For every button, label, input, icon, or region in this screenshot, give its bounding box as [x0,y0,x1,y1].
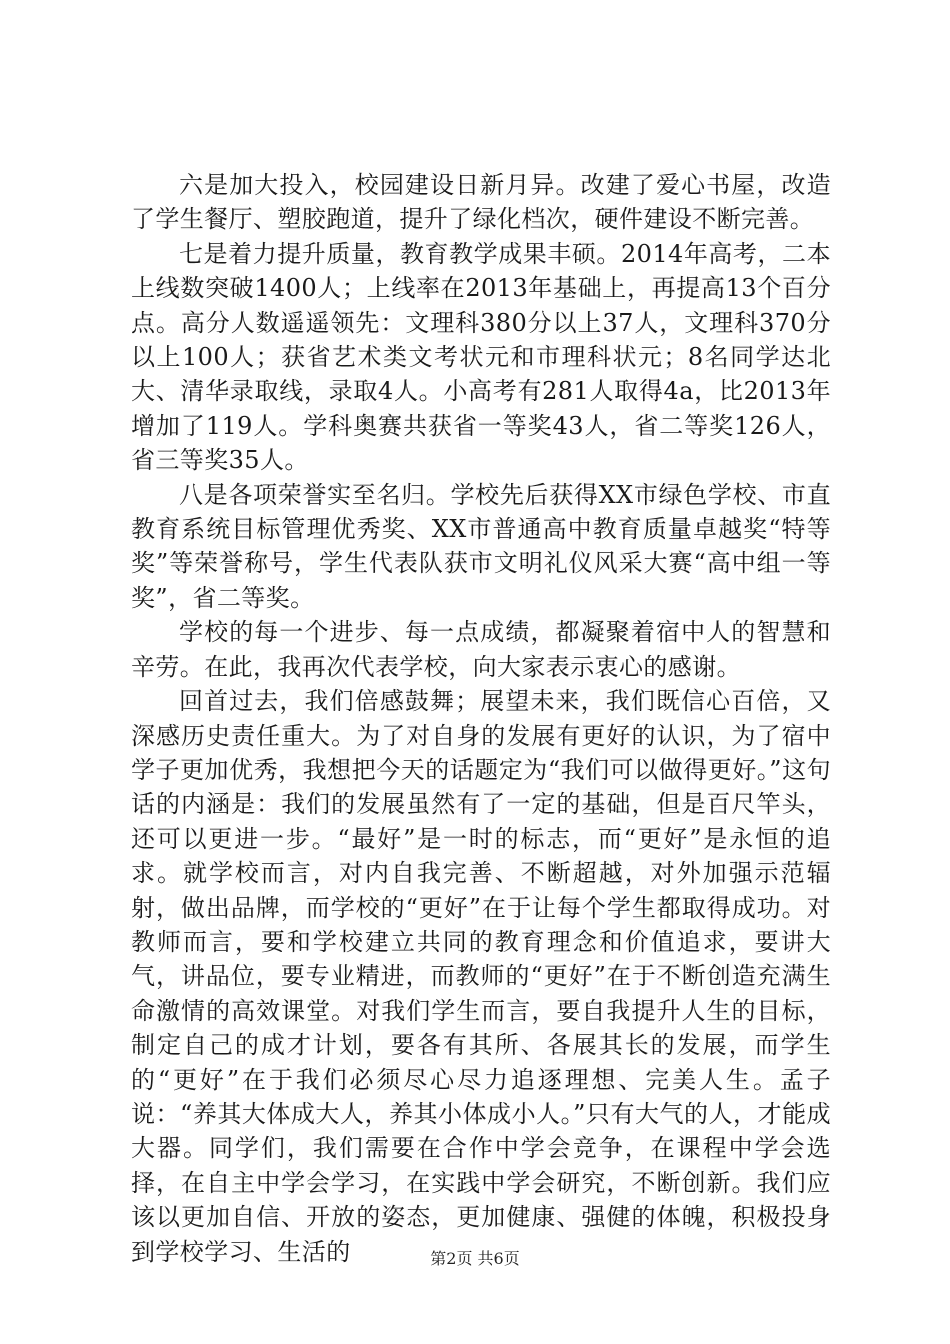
paragraph-thanks: 学校的每一个进步、每一点成绩，都凝聚着宿中人的智慧和辛劳。在此，我再次代表学校，向大家表示衷心的感谢。 [131,618,831,681]
paragraph-quality: 七是着力提升质量，教育教学成果丰硕。2014年高考，二本上线数突破1400人；上线率在2013年基础上，再提高13个百分点。高分人数遥遥领先：文理科380分以上37人，文理科370分以上100人；获省艺术类文考状元和市理科状元；8名同学达北大、清华录取线，录取4人。小高考有281人取得4a，比2013年增加了119人。学科奥赛共获省一等奖43人，省二等奖126人，省三等奖35人。 [131,239,831,475]
paragraph-investment: 六是加大投入，校园建设日新月异。改建了爱心书屋，改造了学生餐厅、塑胶跑道，提升了绿化档次，硬件建设不断完善。 [131,171,831,234]
page-footer: 第2页 共6页 [430,1249,520,1268]
document-body [131,168,831,1269]
paragraph-honors: 八是各项荣誉实至名归。学校先后获得XX市绿色学校、市直教育系统目标管理优秀奖、XX市普通高中教育质量卓越奖“特等奖”等荣誉称号，学生代表队获市文明礼仪风采大赛“高中组一等奖”，省二等奖。 [131,480,831,612]
paragraph-future: 回首过去，我们倍感鼓舞；展望未来，我们既信心百倍，又深感历史责任重大。为了对自身的发展有更好的认识，为了宿中学子更加优秀，我想把今天的话题定为“我们可以做得更好。”这句话的内涵是：我们的发展虽然有了一定的基础，但是百尺竿头，还可以更进一步。“最好”是一时的标志，而“更好”是永恒的追求。就学校而言，对内自我完善、不断超越，对外加强示范辐射，做出品牌，而学校的“更好”在于让每个学生都取得成功。对教师而言，要和学校建立共同的教育理念和价值追求，要讲大气，讲品位，要专业精进，而教师的“更好”在于不断创造充满生命激情的高效课堂。对我们学生而言，要自我提升人生的目标，制定自己的成才计划，要各有其所、各展其长的发展，而学生的“更好”在于我们必须尽心尽力追逐理想、完美人生。孟子说：“养其大体成大人，养其小体成小人。”只有大气的人，才能成大器。同学们，我们需要在合作中学会竞争，在课程中学会选择，在自主中学会学习，在实践中学会研究，不断创新。我们应该以更加自信、开放的姿态，更加健康、强健的体魄，积极投身到学校学习、生活的 [131,687,831,1266]
